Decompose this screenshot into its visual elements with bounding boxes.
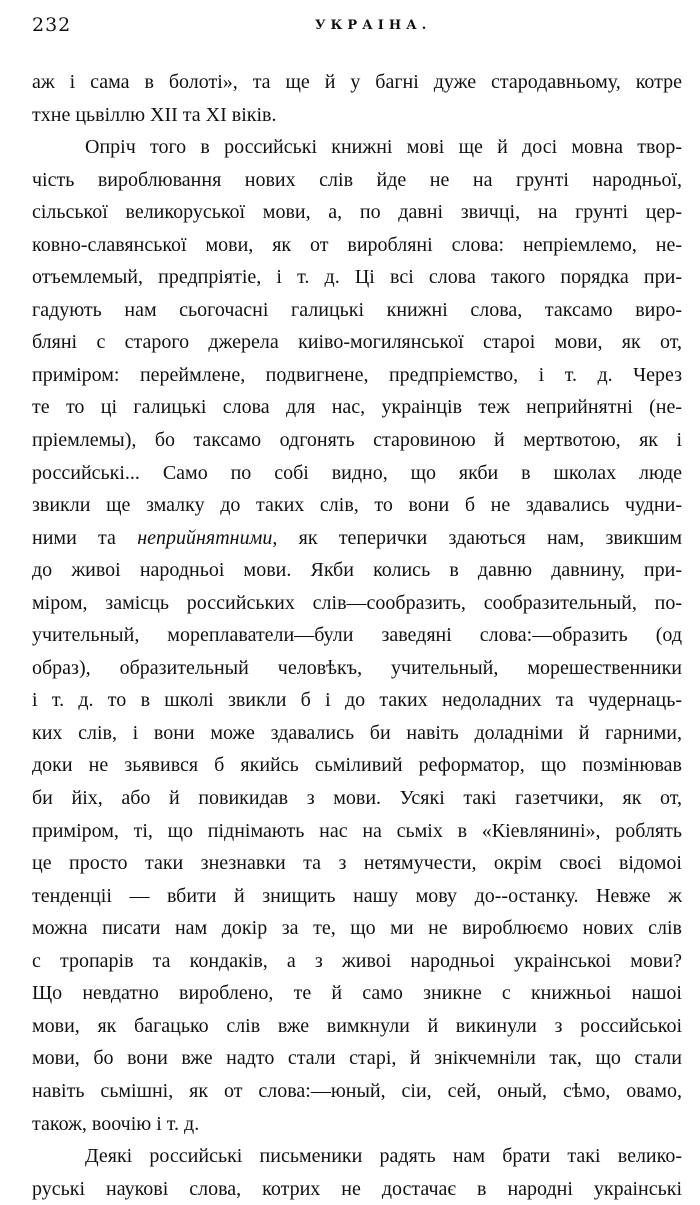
text-line: гадують нам сьогочасні галицькі книжні слова, таксамо виро- (32, 298, 682, 321)
text-line: доки не зьявився б якийсь сьміливий реформатор, що позмінював (32, 754, 682, 777)
text-line: тхне цьвіллю XII та XI віків. (32, 103, 277, 126)
body-text (32, 66, 682, 1205)
text-line: Опріч того в российські книжні мові ще й досі мовна твор- (85, 136, 682, 159)
paragraph (32, 1140, 682, 1205)
text-line: також, воочію і т. д. (32, 1112, 200, 1135)
text-line: примiром: переймлене, подвигнене, предпрiемство, і т. д. Через (32, 363, 682, 386)
text-line: с тропарів та кондаків, а з живоі народньоі украiнськоi мови? (32, 949, 682, 972)
text-line: сільської великоруської мови, а, по давні звичці, на грунті цер- (32, 201, 682, 224)
text-segment: , як теперички здаються нам, звикшим (272, 526, 682, 549)
text-line: аж і сама в болоті», та ще й у багні дуже стародавньому, котре (32, 71, 682, 93)
paragraph (32, 131, 682, 1140)
text-segment: ними та (32, 526, 138, 549)
text-line: мови, як багацько слів вже вимкнули й викинули з российськоi (32, 1014, 682, 1037)
text-line: чість вироблювання нових слів йде не на грунті народньої, (32, 168, 682, 191)
text-line: те то ці галицькі слова для нас, украiнців теж неприйнятні (не- (32, 396, 682, 419)
running-title: УКРАІНА. (315, 18, 432, 33)
text-line: тенденціі — вбити й знищить нашу мову до--останку. Невже ж (32, 884, 682, 907)
text-line: бляні с старого джерела киіво-могилянської староі мови, як от, (32, 331, 682, 354)
page-number: 232 (32, 14, 72, 36)
paragraph (32, 66, 682, 131)
page-header (32, 14, 680, 44)
text-line: приміром, ті, що піднімають нас на сьміх в «Кiевлянинi», роблять (32, 819, 682, 842)
text-line: навіть сьмішні, як от слова:—юный, сіи, сей, оный, сѣмо, овамо, (32, 1079, 682, 1102)
text-line: учительный, мореплаватели—були заведяні слова:—образить (од (32, 624, 682, 647)
text-line: российські... Само по собі видно, що якби в школах люде (32, 461, 682, 484)
text-line: міром, замісць российських слів—сообразить, сообразительный, по- (32, 591, 682, 614)
emphasized-word: неприйнятними (137, 526, 273, 549)
text-line: Деякі российські письменики радять нам брати такі велико- (85, 1145, 682, 1168)
text-line: образ), образительный человѣкъ, учительный, морешественники (32, 656, 682, 679)
text-line: би йіх, або й повикидав з мови. Усякі такі газетчики, як от, (32, 787, 682, 810)
text-line-with-emphasis (32, 522, 682, 555)
text-line: мови, бо вони вже надто стали старі, й знікчемніли так, що стали (32, 1047, 682, 1070)
text-line: ких слів, і вони може здавались би навіть доладніми й гарними, (32, 721, 682, 744)
text-line: звикли ще змалку до таких слів, то вони б не здавались чудни- (32, 494, 682, 517)
text-line: руські наукові слова, котрих не достачає в народні украiнськi (32, 1177, 682, 1200)
text-line: отъемлемый, предпрiятiе, і т. д. Ці всі слова такого порядка при- (32, 266, 682, 289)
text-line: ковно-славянської мови, як от вироблянi слова: непрiемлемо, не- (32, 233, 682, 256)
text-line: можна писати нам докір за те, що ми не вироблюємо нових слів (32, 917, 682, 940)
text-line: прiемлемы), бо таксамо одгонять старовиною й мертвотою, як і (32, 429, 682, 452)
text-line: це просто таки знезнавки та з нетямучести, окрім своєі відомоі (32, 852, 682, 875)
text-line: і т. д. то в школі звикли б і до таких недоладних та чудернаць- (32, 689, 682, 712)
text-line: Що невдатно вироблено, те й само зникне с книжньоi нашоi (32, 982, 682, 1005)
text-line: до живоі народньоi мови. Якби колись в давню давнину, при- (32, 559, 682, 582)
